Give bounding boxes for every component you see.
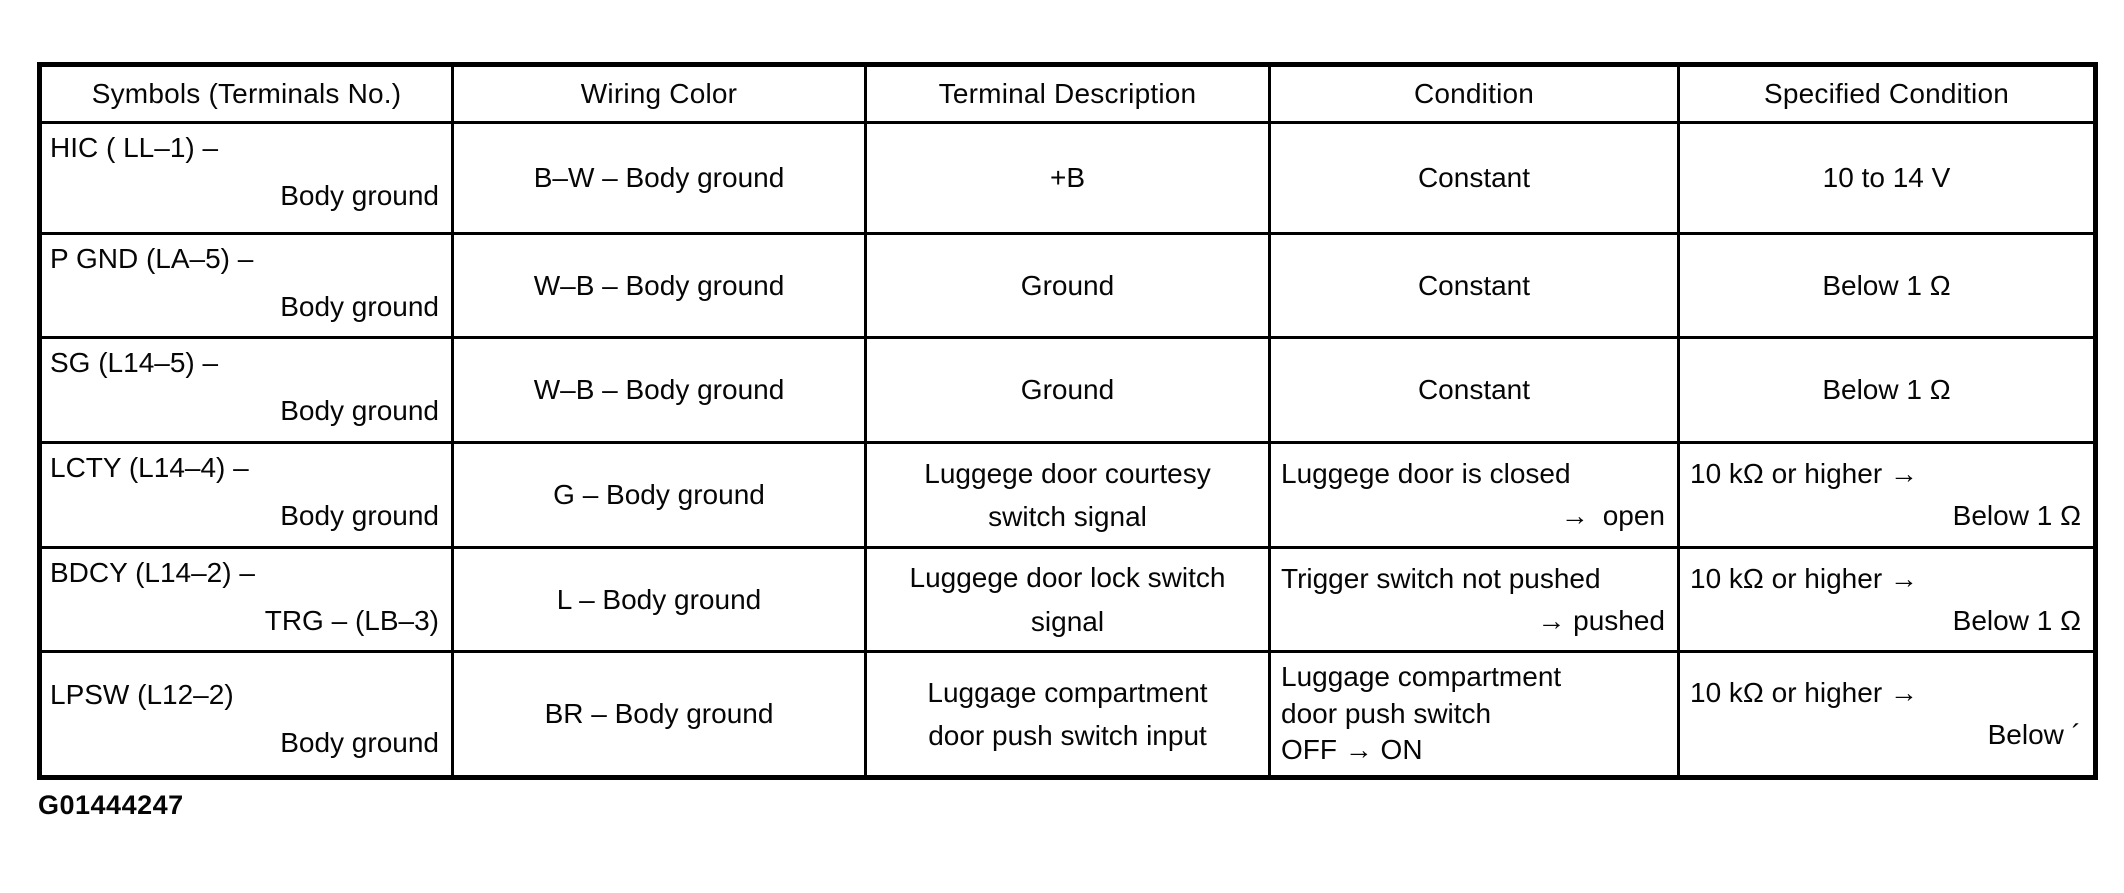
wiring-color-cell: G – Body ground [453, 443, 866, 548]
terminal-description-cell: Ground [866, 338, 1270, 443]
symbol-line-1: SG (L14–5) – [50, 347, 219, 378]
specified-line-2: Below 1 Ω [1952, 604, 2081, 636]
wiring-color-cell: W–B – Body ground [453, 338, 866, 443]
condition-line-1: Luggege door is closed [1281, 458, 1571, 489]
specified-condition-cell [1679, 443, 2096, 548]
symbol-line-2: Body ground [280, 291, 439, 322]
description-line-2: door push switch input [928, 720, 1207, 751]
specified-condition-cell: 10 to 14 V [1679, 123, 2096, 234]
symbol-cell [40, 123, 453, 234]
specified-line-2: Below ´ [1987, 719, 2081, 750]
condition-line-2: → open [1560, 500, 1665, 531]
table-row-sg [40, 338, 2096, 443]
wiring-color-cell: BR – Body ground [453, 652, 866, 778]
symbol-cell [40, 652, 453, 778]
table-row-pgnd [40, 234, 2096, 338]
condition-cell: Constant [1270, 123, 1679, 234]
condition-line-1: Luggage compartment [1281, 660, 1562, 692]
header-symbols: Symbols (Terminals No.) [40, 65, 453, 123]
condition-cell: Constant [1270, 234, 1679, 338]
wiring-color-cell: L – Body ground [453, 548, 866, 652]
specified-line-1: 10 kΩ or higher → [1690, 677, 1918, 708]
condition-cell [1270, 548, 1679, 652]
symbol-cell [40, 548, 453, 652]
header-condition: Condition [1270, 65, 1679, 123]
symbol-line-2: Body ground [280, 500, 439, 531]
condition-line-2: door push switch [1281, 697, 1492, 729]
symbol-line-2: Body ground [280, 180, 439, 211]
specified-condition-cell: Below 1 Ω [1679, 338, 2096, 443]
condition-line-1: Trigger switch not pushed [1281, 562, 1601, 594]
symbol-line-1: LCTY (L14–4) – [50, 452, 249, 483]
condition-line-3: OFF → ON [1281, 734, 1423, 766]
symbol-cell [40, 443, 453, 548]
specified-line-2: Below 1 Ω [1952, 500, 2081, 531]
wiring-color-cell: B–W – Body ground [453, 123, 866, 234]
header-wiring-color: Wiring Color [453, 65, 866, 123]
terminal-description-cell [866, 443, 1270, 548]
header-specified-condition: Specified Condition [1679, 65, 2096, 123]
terminal-pin-table [37, 62, 2098, 780]
table-header-row [40, 65, 2096, 123]
condition-cell [1270, 652, 1679, 778]
symbol-line-1: HIC ( LL–1) – [50, 132, 219, 163]
condition-cell [1270, 443, 1679, 548]
description-line-1: Luggege door lock switch [909, 562, 1226, 594]
wiring-color-cell: W–B – Body ground [453, 234, 866, 338]
specified-condition-cell [1679, 548, 2096, 652]
table-row-lpsw [40, 652, 2096, 778]
terminal-description-cell: +B [866, 123, 1270, 234]
description-line-2: switch signal [988, 501, 1147, 532]
specified-condition-cell [1679, 652, 2096, 778]
table-row-hic [40, 123, 2096, 234]
symbol-line-1: LPSW (L12–2) [50, 679, 234, 710]
terminal-description-cell [866, 652, 1270, 778]
terminal-description-cell [866, 548, 1270, 652]
symbol-line-2: Body ground [280, 727, 439, 758]
terminal-description-cell: Ground [866, 234, 1270, 338]
symbol-line-1: BDCY (L14–2) – [50, 557, 255, 588]
condition-line-2: → pushed [1537, 604, 1665, 636]
description-line-1: Luggege door courtesy [924, 457, 1211, 489]
symbol-line-1: P GND (LA–5) – [50, 243, 254, 274]
specified-line-1: 10 kΩ or higher → [1690, 562, 1918, 594]
figure-code: G01444247 [38, 790, 184, 820]
table-row-lcty [40, 443, 2096, 548]
condition-cell: Constant [1270, 338, 1679, 443]
description-line-2: signal [1030, 605, 1105, 637]
symbol-cell [40, 234, 453, 338]
specified-condition-cell: Below 1 Ω [1679, 234, 2096, 338]
header-terminal-description: Terminal Description [866, 65, 1270, 123]
table-row-bdcy [40, 548, 2096, 652]
specified-line-1: 10 kΩ or higher → [1690, 458, 1918, 489]
description-line-1: Luggage compartment [927, 676, 1208, 708]
symbol-line-2: Body ground [280, 395, 439, 426]
symbol-cell [40, 338, 453, 443]
symbol-line-2: TRG – (LB–3) [264, 605, 439, 636]
